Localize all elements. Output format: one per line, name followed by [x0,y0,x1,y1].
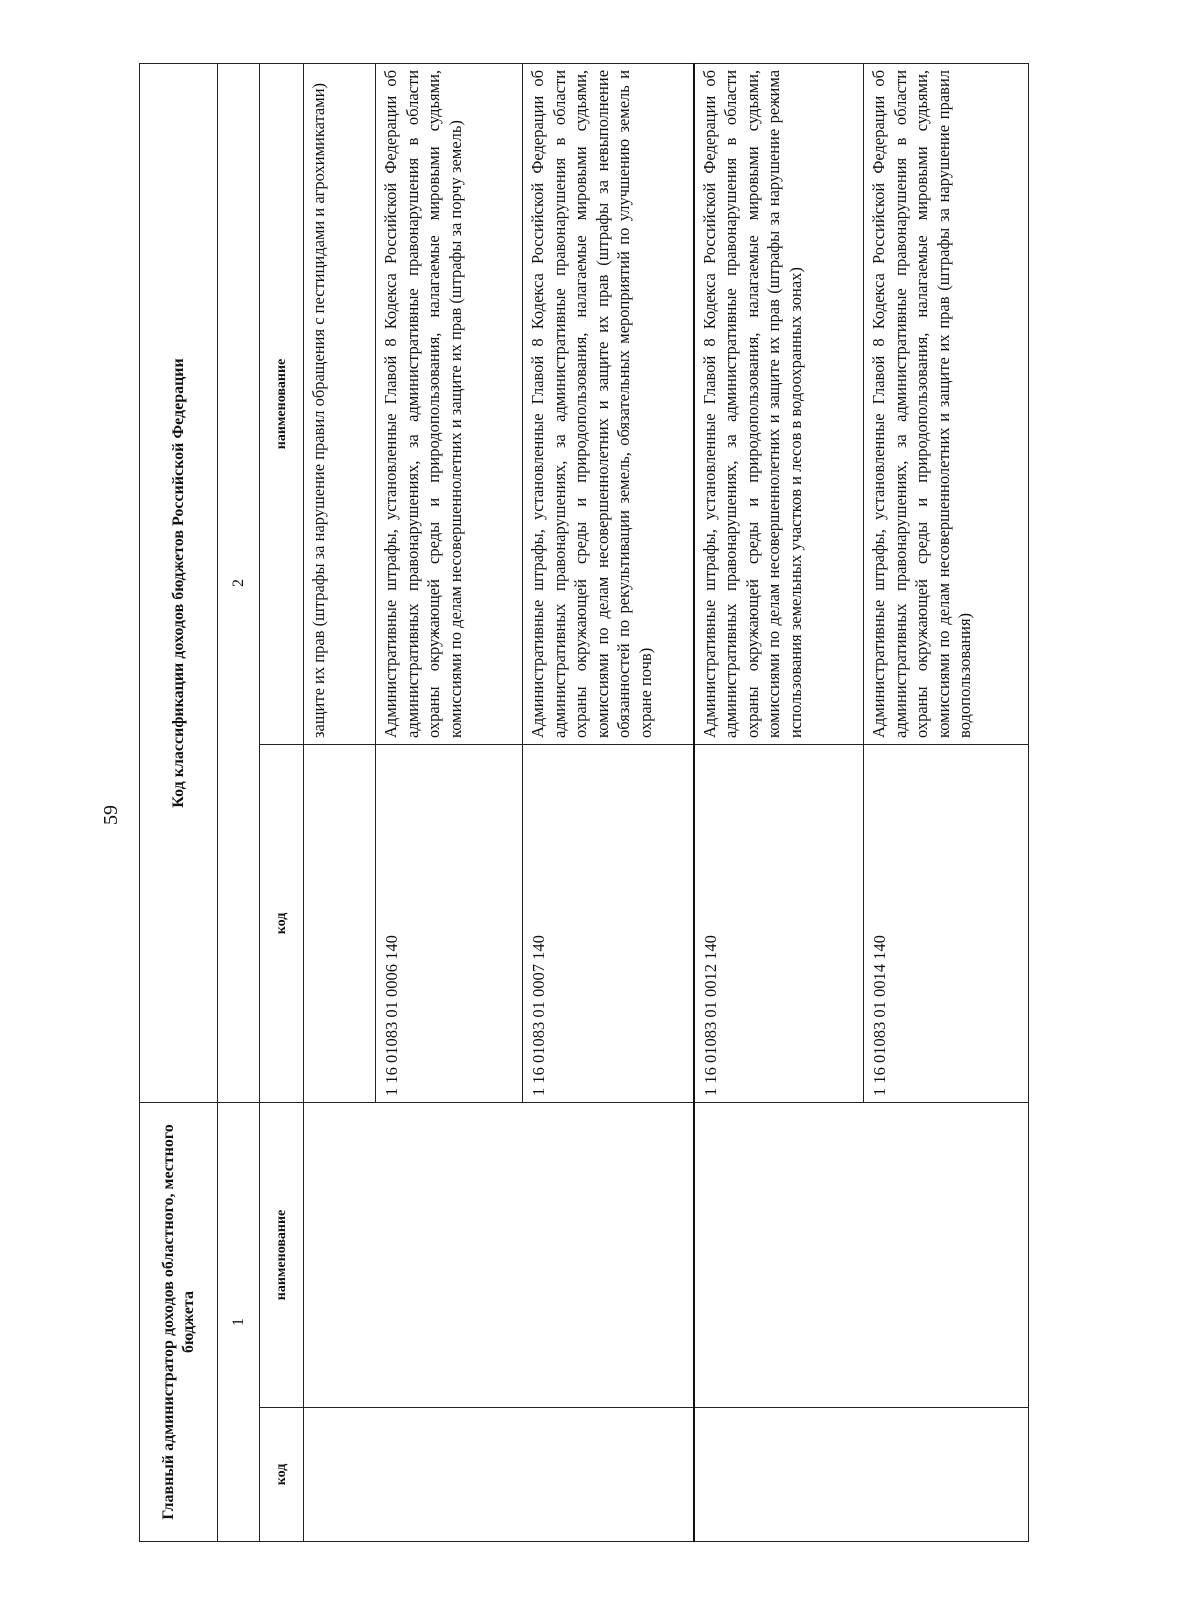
page-number: 59 [100,805,122,825]
header-kod-1: код [260,1408,304,1542]
admin-code-cell [304,1408,694,1542]
header-row-numbers [218,63,260,1541]
income-name-cell: защите их прав (штрафы за нарушение правил обращения с пестицидами и агрохимикатами) [304,63,376,744]
header-column-number-1: 1 [218,1102,260,1541]
income-name-cell: Административные штрафы, установленные Главой 8 Кодекса Российской Федерации об административных правонарушениях, за административные правонарушения в области охраны окружающей среды и природопользования, налагаемые мировыми судьями, комиссиями по делам несовершеннолетних и защите их прав (штрафы за порчу земель) [376,63,523,744]
classification-table-container [139,64,1028,1542]
header-row-subcolumns [260,63,304,1541]
income-name-cell: Административные штрафы, установленные Главой 8 Кодекса Российской Федерации об административных правонарушениях, за административные правонарушения в области охраны окружающей среды и природопользования, налагаемые мировыми судьями, комиссиями по делам несовершеннолетних и защите их прав (штрафы за невыполнение обязанностей по рекультивации земель, обязательных мероприятий по улучшению земель и охране почв) [523,63,694,744]
income-code-cell [304,744,376,1102]
header-column-number-2: 2 [218,63,260,1102]
header-kod-2: код [260,744,304,1102]
income-code-cell: 1 16 01083 01 0012 140 [694,744,864,1102]
admin-name-cell [304,1102,694,1407]
header-classification-code: Код классификации доходов бюджетов Российской Федерации [140,63,218,1102]
income-name-cell: Административные штрафы, установленные Главой 8 Кодекса Российской Федерации об административных правонарушениях, за административные правонарушения в области охраны окружающей среды и природопользования, налагаемые мировыми судьями, комиссиями по делам несовершеннолетних и защите их прав (штрафы за нарушение режима использования земельных участков и лесов в водоохранных зонах) [694,63,864,744]
table-row [694,63,864,1541]
admin-name-cell [694,1102,1029,1407]
income-code-cell: 1 16 01083 01 0006 140 [376,744,523,1102]
income-classification-table [139,63,1029,1542]
income-name-cell: Административные штрафы, установленные Главой 8 Кодекса Российской Федерации об административных правонарушениях, за административные правонарушения в области охраны окружающей среды и природопользования, налагаемые мировыми судьями, комиссиями по делам несовершеннолетних и защите их прав (штрафы за нарушение правил водопользования) [864,63,1029,744]
admin-code-cell [694,1408,1029,1542]
header-name-1: наименование [260,1102,304,1407]
header-name-2: наименование [260,63,304,744]
income-code-cell: 1 16 01083 01 0014 140 [864,744,1029,1102]
table-row [304,63,376,1541]
header-row-groups [140,63,218,1541]
header-chief-administrator: Главный администратор доходов областного, местного бюджета [140,1102,218,1541]
income-code-cell: 1 16 01083 01 0007 140 [523,744,694,1102]
